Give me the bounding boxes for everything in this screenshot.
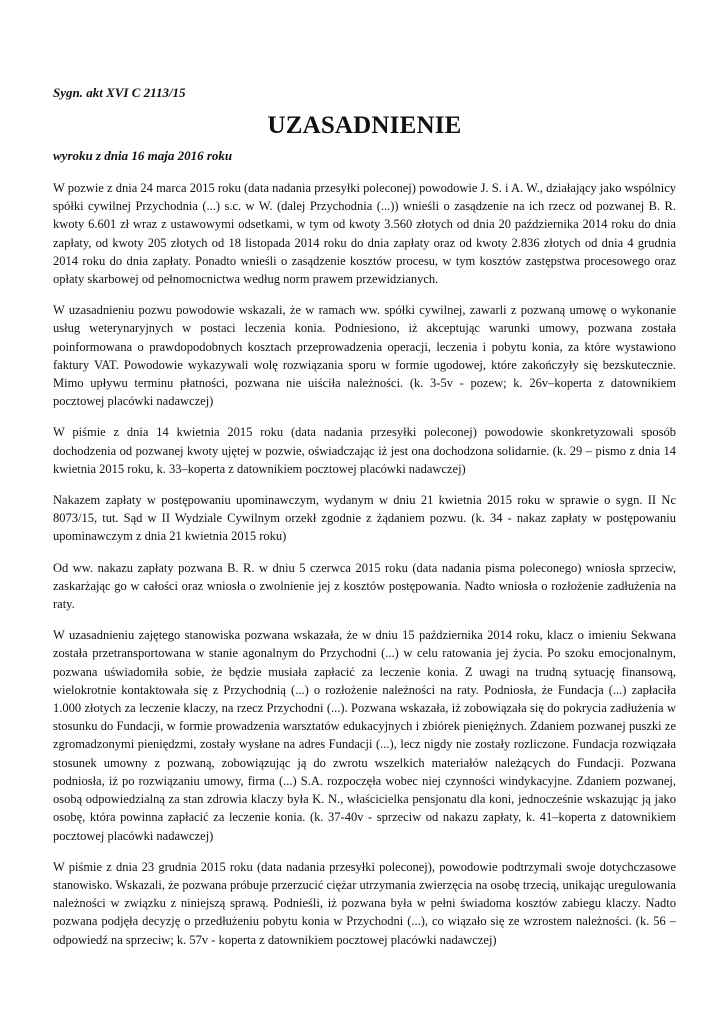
- paragraph-payment-order: Nakazem zapłaty w postępowaniu upominawczym, wydanym w dniu 21 kwietnia 2015 roku w sprawie o sygn. II Nc 8073/15, tut. Sąd w II Wydziale Cywilnym orzekł zgodnie z żądaniem pozwu. (k. 34 - nakaz zapłaty w postępowaniu upominawczym z dnia 21 kwietnia 2015 roku): [53, 493, 676, 544]
- paragraph-pleading-april: W piśmie z dnia 14 kwietnia 2015 roku (data nadania przesyłki poleconej) powodowie skonkretyzowali sposób dochodzenia od pozwanej kwoty ujętej w pozwie, oświadczając iż jest ona dochodzona solidarnie. (k. 29 – pismo z dnia 14 kwietnia 2015 roku, k. 33–koperta z datownikiem pocztowej placówki nadawczej): [53, 425, 676, 476]
- document-page: [53, 84, 676, 949]
- paragraph-defendant-position: W uzasadnieniu zajętego stanowiska pozwana wskazała, że w dniu 15 października 2014 roku, klacz o imieniu Sekwana została przetransportowana w stanie agonalnym do Przychodni (...) w celu ratowania jej życia. Po szoku emocjonalnym, pozwana uświadomiła sobie, że będzie musiała zapłacić za leczenie konia. Z uwagi na trudną sytuację finansową, wielokrotnie kontaktowała się z Przychodnią (...) o rozłożenie należności na raty. Podniosła, że Fundacja (...) zapłaciła 1.000 złotych za leczenie klaczy, na rzecz Przychodni (...). Pozwana wskazała, iż zobowiązała się do pokrycia zadłużenia w stosunku do Fundacji, w formie prowadzenia warsztatów edukacyjnych i zbiórek pieniężnych. Zdaniem pozwanej puszki ze zgromadzonymi pieniędzmi, zostały wysłane na adres Fundacji (...), lecz nigdy nie zostały rozliczone. Fundacja rozwiązała stosunek umowny z pozwaną, zobowiązując ją do zwrotu wszelkich materiałów należących do Fundacji. Pozwana podniosła, iż po rozwiązaniu umowy, firma (...) S.A. rozpoczęła wobec niej czynności windykacyjne. Zdaniem pozwanej, osobą odpowiedzialną za stan zdrowia klaczy była K. N., właścicielka pensjonatu dla koni, jednocześnie wskazując ją jako osobę, która powinna zapłacić za leczenie konia. (k. 37-40v - sprzeciw od nakazu zapłaty, k. 41–koperta z datownikiem pocztowej placówki nadawczej): [53, 628, 676, 843]
- paragraph-claim: W pozwie z dnia 24 marca 2015 roku (data nadania przesyłki poleconej) powodowie J. S. i A. W., działający jako wspólnicy spółki cywilnej Przychodnia (...) s.c. w W. (dalej Przychodnia (...)) wnieśli o zasądzenie na ich rzecz od pozwanej B. R. kwoty 6.601 zł wraz z ustawowymi odsetkami, w tym od kwoty 3.560 złotych od dnia 20 października 2014 roku do dnia zapłaty, od kwoty 205 złotych od 18 listopada 2014 roku do dnia zapłaty oraz od kwoty 2.836 złotych od dnia 4 grudnia 2014 roku do dnia zapłaty. Ponadto wnieśli o zasądzenie kosztów procesu, w tym kosztów zastępstwa procesowego oraz opłaty skarbowej od pełnomocnictwa według norm prawem przewidzianych.: [53, 181, 676, 287]
- document-subtitle: wyroku z dnia 16 maja 2016 roku: [53, 148, 233, 163]
- document-title: UZASADNIENIE: [267, 112, 462, 139]
- paragraph-pleading-december: W piśmie z dnia 23 grudnia 2015 roku (data nadania przesyłki poleconej), powodowie podtrzymali swoje dotychczasowe stanowisko. Wskazali, że pozwana próbuje przerzucić ciężar utrzymania zwierzęcia na osobę trzecią, unikając uregulowania należności w związku z niniejszą sprawą. Podnieśli, iż pozwana była w pełni świadoma kosztów zabiegu klaczy. Nadto pozwana podjęła decyzję o przedłużeniu pobytu konia w Przychodni (...), co wiązało się ze wzrostem należności. (k. 56 – odpowiedź na sprzeciw; k. 57v - koperta z datownikiem pocztowej placówki nadawczej): [53, 859, 676, 947]
- case-reference: Sygn. akt XVI C 2113/15: [53, 85, 186, 100]
- paragraph-objection: Od ww. nakazu zapłaty pozwana B. R. w dniu 5 czerwca 2015 roku (data nadania pisma poleconego) wniosła sprzeciw, zaskarżając go w całości oraz wniosła o zwolnienie jej z kosztów postępowania. Nadto wniosła o rozłożenie zadłużenia na raty.: [53, 560, 676, 612]
- paragraph-claim-justification: W uzasadnieniu pozwu powodowie wskazali, że w ramach ww. spółki cywilnej, zawarli z pozwaną umowę o wykonanie usług weterynaryjnych w postaci leczenia konia. Podniesiono, iż akceptując warunki umowy, pozwana została poinformowana o prawdopodobnych kosztach przeprowadzenia operacji, leczenia i pobytu konia, za które wystawiono faktury VAT. Powodowie wykazywali wolę rozwiązania sporu w formie ugodowej, które zakończyły się bezskutecznie. Mimo upływu terminu płatności, pozwana nie uiściła należności. (k. 3-5v - pozew; k. 26v–koperta z datownikiem pocztowej placówki nadawczej): [53, 303, 676, 409]
